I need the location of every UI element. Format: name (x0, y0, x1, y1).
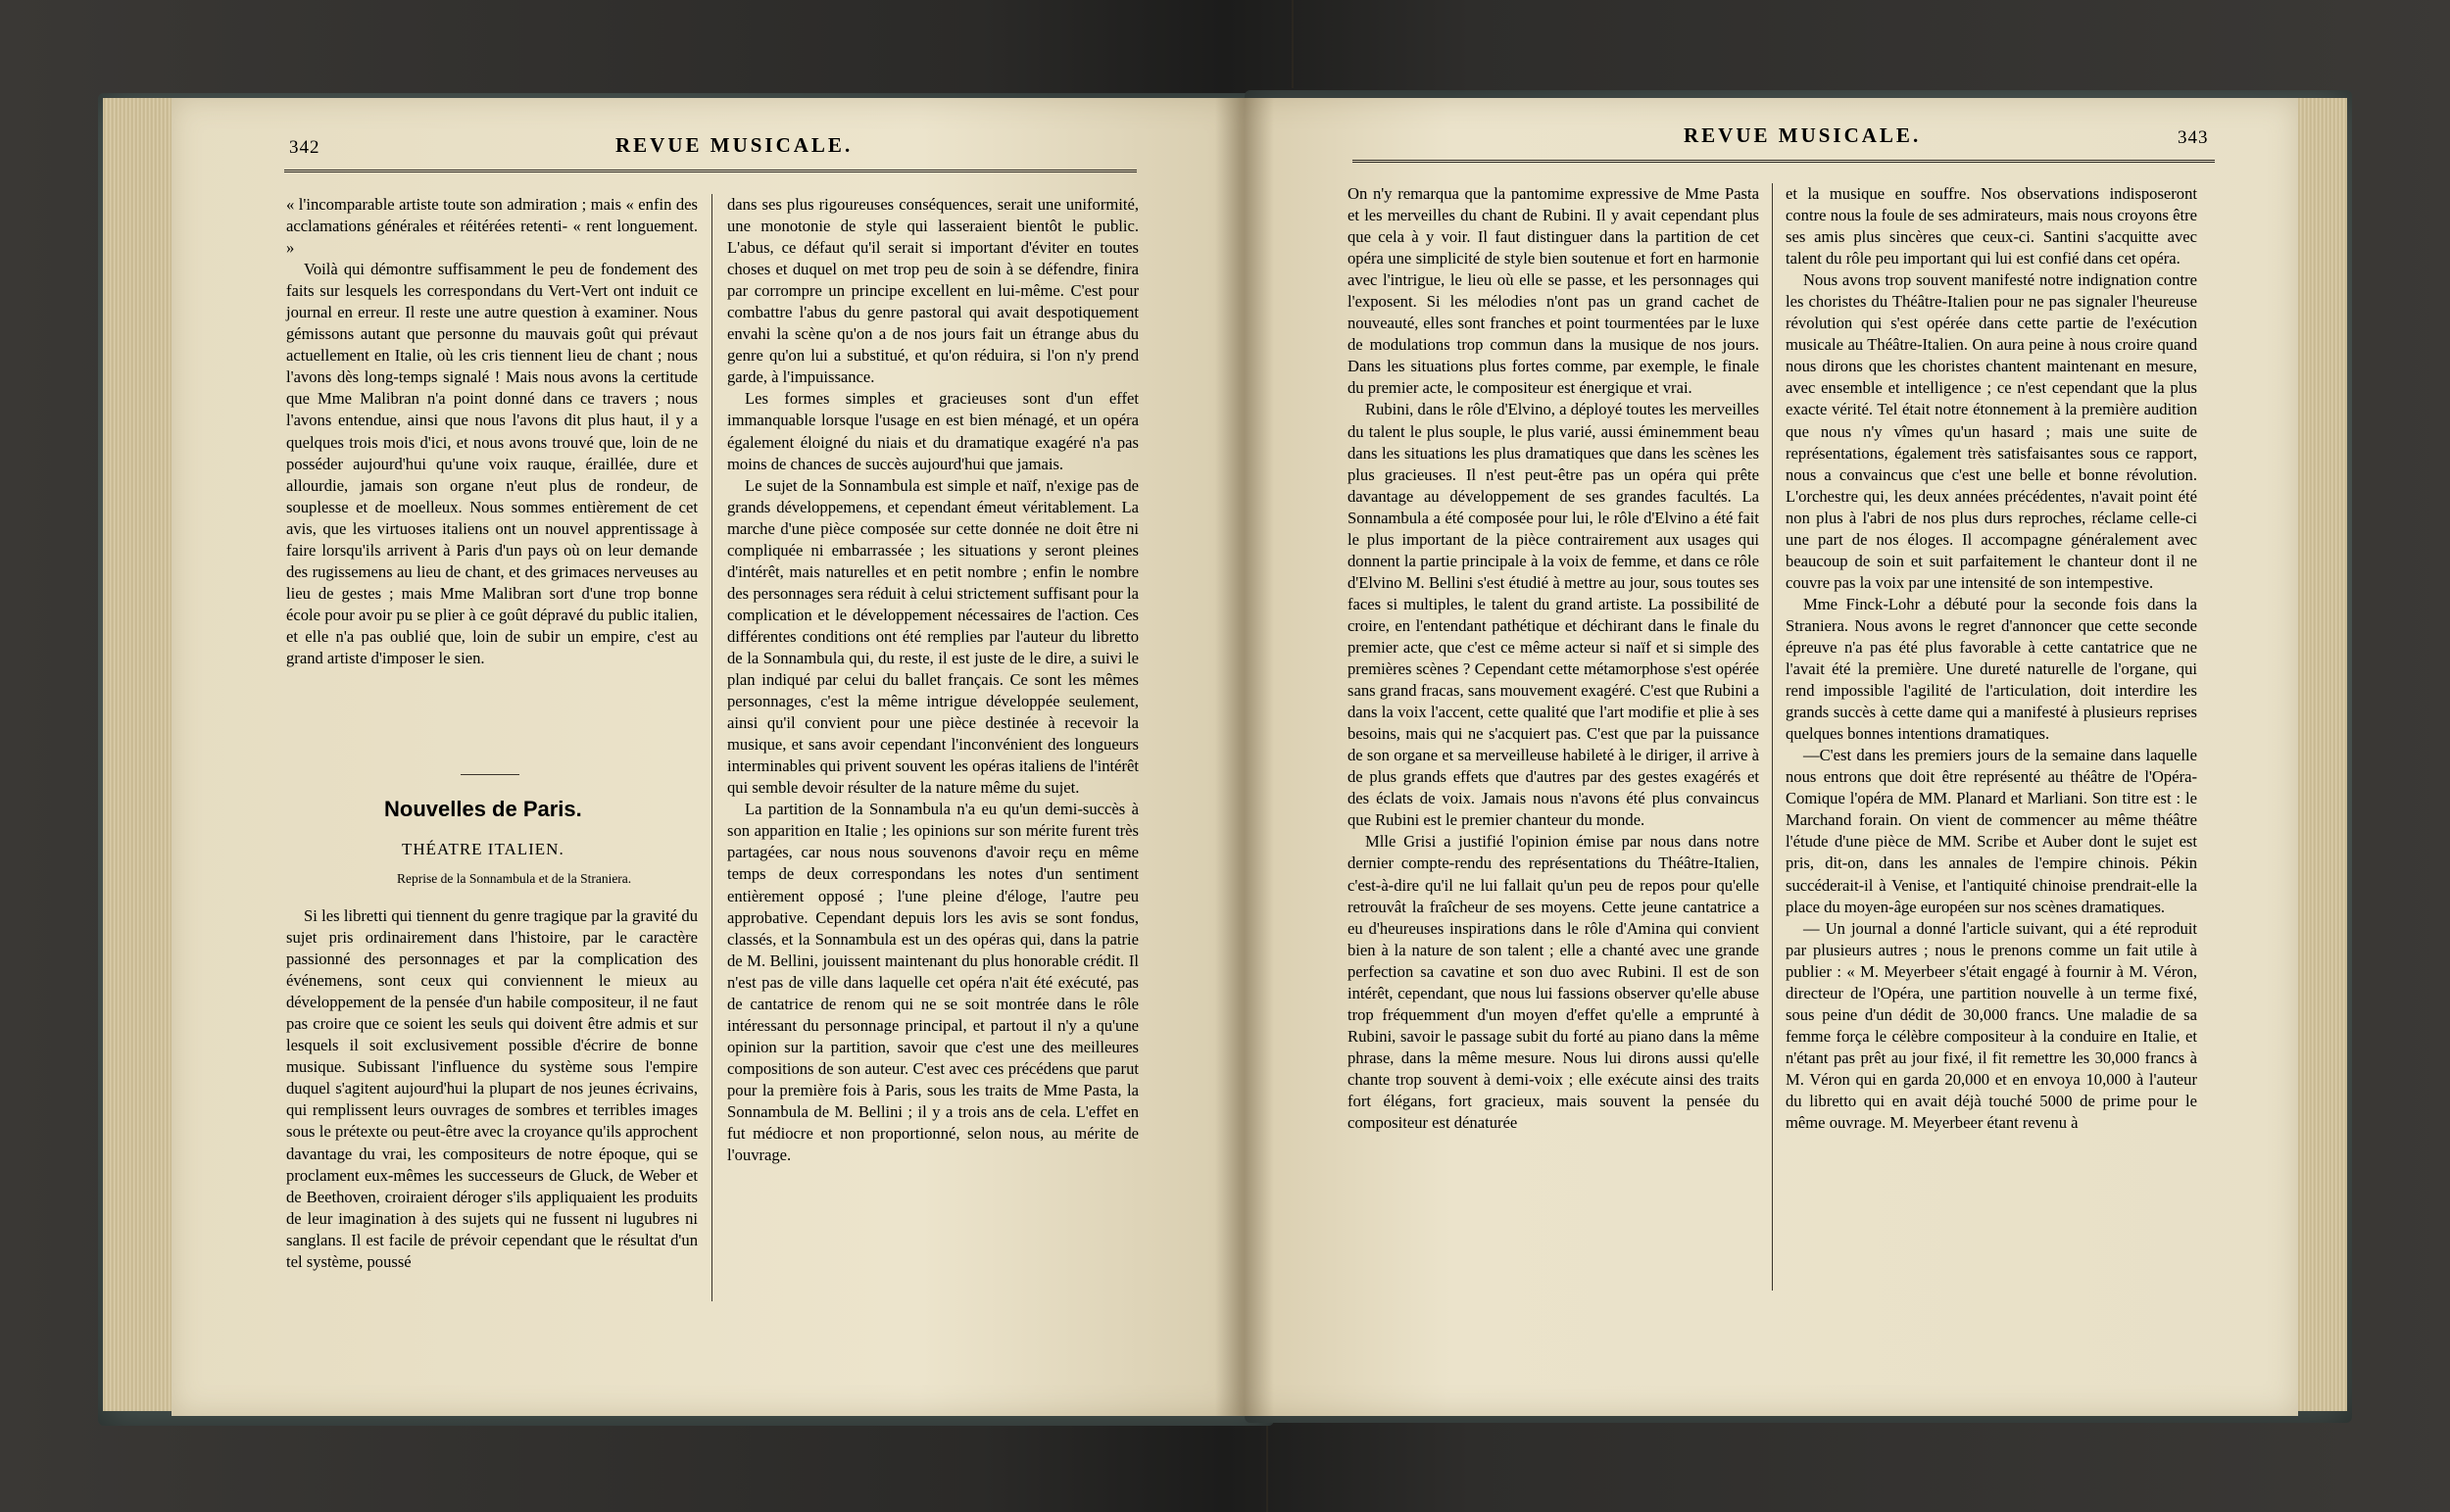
binding-tick-top (1292, 0, 1294, 88)
paragraph: La partition de la Sonnambula n'a eu qu'un demi-succès à son apparition en Italie ; les opinions sur son mérite furent très partagées, car nous nous souvenons d'avoir reçu en même temps de deux correspondans les notes d'un sentiment entièrement opposé ; l'une pleine d'éloge, l'autre peu approbative. Cependant depuis lors les avis se sont fondus, classés, et la Sonnambula est un des opéras qui, dans la patrie de M. Bellini, jouissent maintenant du plus honorable crédit. Il n'est pas de ville dans laquelle cet opéra n'ait été exécuté, pas de cantatrice de renom qui ne se soit montrée dans le rôle intéressant du personnage principal, et partout il n'y a qu'une opinion sur la partition, savoir que c'est une des meilleures compositions de son auteur. C'est avec ces précédens que parut pour la première fois à Paris, sous les traits de Mme Pasta, la Sonnambula de M. Bellini ; il y a trois ans de cela. L'effet en fut médiocre et non proportionné, selon nous, au mérite de l'ouvrage. (727, 800, 1139, 1165)
book-gutter-shadow (1215, 98, 1274, 1416)
paragraph: Mlle Grisi a justifié l'opinion émise par nous dans notre dernier compte-rendu des représentations du Théâtre-Italien, c'est-à-dire qu'il ne lui fallait qu'un peu de repos pour qu'elle retrouvât la fraîcheur de ses moyens. Cette jeune cantatrice a eu d'heureuses inspirations dans le rôle d'Amina qui convient bien à la nature de son talent ; elle a chanté avec une grande perfection sa cavatine et son duo avec Rubini. Il est de son intérêt, cependant, que nous lui fassions observer qu'elle abuse trop fréquemment d'un moyen d'effet qu'elle a emprunté à Rubini, savoir le passage subit du forté au piano dans la même phrase, dans la même mesure. Nous lui dirons aussi qu'elle chante trop souvent à demi-voix ; elle exécute ainsi des traits fort élégans, fort gracieux, mais souvent la pensée du compositeur est dénaturée (1348, 832, 1759, 1133)
paragraph: On n'y remarqua que la pantomime expressive de Mme Pasta et les merveilles du chant de Rubini. Il y avait cependant plus que cela à y voir. Il faut distinguer dans la partition de cet opéra une simplicité de style bien soutenue et fort en harmonie avec l'intrigue, le lieu où elle se passe, et les personnages qui l'exposent. Si les mélodies n'ont pas un grand cachet de nouveauté, elles sont franches et point tourmentées par le luxe de modulations trop commun dans la musique de nos jours. Dans les situations plus fortes comme, par exemple, le finale du premier acte, le compositeur est énergique et vrai. (1348, 184, 1759, 398)
theatre-heading: THÉATRE ITALIEN. (402, 840, 564, 858)
paragraph: — Un journal a donné l'article suivant, qui a été reproduit par plusieurs autres ; nous le prenons comme un fait utile à publier : « M. Meyerbeer s'était engagé à fournir à M. Véron, directeur de l'Opéra, une partition nouvelle à un terme fixé, sous peine d'un dédit de 30,000 francs. Une maladie de sa femme força le célèbre compositeur à la conduire en Italie, et n'étant pas prêt au jour fixé, il fit remettre les 30,000 francs à M. Véron qui en garda 20,000 et en envoya 10,000 à l'auteur du libretto qui en avait déjà touché 5000 de prime pour le même ouvrage. M. Meyerbeer étant revenu à (1786, 918, 2197, 1133)
left-running-head: REVUE MUSICALE. (615, 133, 854, 157)
paragraph: Rubini, dans le rôle d'Elvino, a déployé toutes les merveilles du talent le plus souple, le plus varié, aussi éminemment beau dans les situations les plus dramatiques que dans les scènes les plus gracieuses. Il n'est peut-être pas un opéra qui prête davantage au développement de ses grandes facultés. La Sonnambula a été composée pour lui, le rôle d'Elvino a été fait le plus important de la pièce contrairement aux usages qui donnent la partie principale à la voix de femme, et dans ce rôle d'Elvino M. Bellini s'est étudié à mettre au jour, sous toutes ses faces si multiples, le talent du grand artiste. La possibilité de croire, en l'entendant pathétique et déchirant dans le finale du premier acte, que c'est ce même acteur si naïf et si simple des premières scènes ? Cependant cette métamorphose s'est opérée sans grand fracas, sans mouvement exagéré. C'est que Rubini a dans la voix l'accent, cette qualité que l'art modifie et plie à ses besoins, mais qui ne s'acquiert pas. C'est que par la puissance de son organe et sa merveilleuse habileté à le diriger, il arrive à de plus grands effets que d'autres par des gestes exagérés et des éclats de voix. Jamais nous n'avons été plus convaincus que Rubini est le premier chanteur du monde. (1348, 400, 1759, 830)
reprise-line: Reprise de la Sonnambula et de la Straniera. (397, 871, 632, 886)
right-page-edges (2293, 98, 2347, 1411)
left-col1-bottom (286, 905, 698, 1273)
paragraph: dans ses plus rigoureuses conséquences, serait une uniformité, une monotonie de style qui lasseraient bientôt le public. L'abus, ce défaut qu'il serait si important d'éviter en toutes choses et duquel on met trop peu de soin à se défendre, finira par corrompre un principe excellent en lui-même. C'est pour combattre l'abus du genre pastoral qui avait despotiquement envahi la scène qu'on a de nos jours fait un étrange abus du genre qu'on lui a substitué, et qu'on réduira, si l'on n'y prend garde, à l'impuissance. (727, 195, 1139, 387)
right-column-rule (1772, 183, 1773, 1291)
paragraph: Les formes simples et gracieuses sont d'un effet immanquable lorsque l'usage en est bien ménagé, et un opéra également éloigné du niais et du dramatique exagéré n'a pas moins de chances de succès aujourd'hui que jamais. (727, 389, 1139, 473)
left-col1-top (286, 194, 698, 669)
left-column-rule (711, 194, 712, 1301)
paragraph: « l'incomparable artiste toute son admiration ; mais « enfin des acclamations générales et réitérées retenti- « rent longuement. » (286, 195, 698, 258)
binding-tick-bottom (1266, 1426, 1268, 1512)
section-title: Nouvelles de Paris. (384, 797, 582, 821)
paragraph: Nous avons trop souvent manifesté notre indignation contre les choristes du Théâtre-Italien pour ne pas signaler l'heureuse révolution qui s'est opérée dans cette partie de l'exécution musicale au Théâtre-Italien. On aura peine à nous croire quand nous dirons que les choristes chantent maintenant en mesure, avec ensemble et intelligence ; ce n'est cependant que la plus exacte vérité. Tel était notre étonnement à la première audition que nous n'y vîmes qu'un hasard ; mais une suite de représentations, également très satisfaisantes sous ce rapport, nous a convaincus que c'est une belle et bonne révolution. L'orchestre qui, les deux années précédentes, n'avait point été non plus à l'abri de nos plus durs reproches, réclame celle-ci une part de nos éloges. Il accompagne généralement avec beaucoup de soin et suit parfaitement le chanteur dont il ne couvre pas la voix par une intensité de son intempestive. (1786, 270, 2197, 592)
paragraph: et la musique en souffre. Nos observations indisposeront contre nous la foule de ses admirateurs, mais nous croyons être ses amis plus sincères que ceux-ci. Santini s'acquitte avec talent du rôle peu important qui lui est confié dans cet opéra. (1786, 184, 2197, 268)
left-page-number: 342 (289, 137, 320, 158)
paragraph: Voilà qui démontre suffisamment le peu de fondement des faits sur lesquels les correspondans du Vert-Vert ont induit ce journal en erreur. Il reste une autre question à examiner. Nous gémissons autant que personne du mauvais goût qui prévaut actuellement en Italie, où les cris tiennent lieu de chant ; nous l'avons dès long-temps signalé ! Mais nous avons la certitude que Mme Malibran n'a point donné dans ce travers ; nous l'avons entendue, ainsi que nous l'avons dit plus haut, il y a quelques trois mois d'ici, et nous avons trouvé que, loin de ne posséder aujourd'hui qu'une voix rauque, éraillée, dure et allourdie, jamais son organe n'eut plus de rondeur, de souplesse et de moelleux. Nous sommes entièrement de cet avis, que les virtuoses italiens ont un nouvel apprentissage à faire lorsqu'ils arrivent à Paris d'un pays où on leur demande des rugissemens au lieu de chant, et des grimaces nerveuses au lieu de gestes ; mais Mme Malibran sort d'une trop bonne école pour avoir pu se plier à ce goût dépravé du public italien, et elle n'a pas oublié que, loin de subir un empire, c'est au grand artiste d'imposer le sien. (286, 260, 698, 667)
paragraph: —C'est dans les premiers jours de la semaine dans laquelle nous entrons que doit être représenté au théâtre de l'Opéra-Comique l'opéra de MM. Planard et Marliani. Son titre est : le Marchand forain. On vient de commencer au même théâtre l'étude d'une pièce de MM. Scribe et Auber dont le sujet est pris, dit-on, dans les annales de l'empire chinois. Pékin succéderait-il à Venise, et l'antiquité chinoise prendrait-elle la place du moyen-âge européen sur nos scènes dramatiques. (1786, 746, 2197, 916)
left-header-rule (284, 170, 1137, 172)
section-divider (461, 774, 519, 775)
right-running-head: REVUE MUSICALE. (1684, 123, 1922, 147)
paragraph: Si les libretti qui tiennent du genre tragique par la gravité du sujet pris ordinairement dans l'histoire, par le caractère passionné des personnages et par la complication des événemens, sont ceux qui conviennent le mieux au développement de la pensée d'un habile compositeur, il ne faut pas croire que ce soient les seuls qui doivent être admis et sur lesquels il soit exclusivement possible d'écrire de bonne musique. Subissant l'influence du système sous l'empire duquel s'agitent aujourd'hui la plupart de nos jeunes écrivains, qui remplissent leurs ouvrages de sombres et terribles images sous le prétexte ou peut-être avec la croyance qu'ils approchent davantage du vrai, les compositeurs de notre époque, qui se proclament eux-mêmes les successeurs de Gluck, de Weber et de Beethoven, croiraient déroger s'ils appliquaient les produits de leur imagination à des sujets qui ne fussent ni lugubres ni sanglans. Il est facile de prévoir cependant que le résultat d'un tel système, poussé (286, 906, 698, 1271)
right-col1 (1348, 183, 1759, 1134)
right-col2 (1786, 183, 2197, 1134)
right-header-rule (1352, 160, 2215, 163)
right-page-number: 343 (2178, 127, 2209, 148)
paragraph: Mme Finck-Lohr a débuté pour la seconde fois dans la Straniera. Nous avons le regret d'annoncer que cette seconde épreuve n'a pas été plus favorable à cette cantatrice que ne l'avait été la première. Une dureté naturelle de l'organe, qui rend impossible l'agilité de l'articulation, doit interdire les grands succès à cette dame qui a manifesté à plusieurs reprises quelques bonnes intentions dramatiques. (1786, 594, 2197, 744)
left-page-edges (103, 98, 172, 1411)
paragraph: Le sujet de la Sonnambula est simple et naïf, n'exige pas de grands développemens, et cependant émeut véritablement. La marche d'une pièce composée sur cette donnée ne doit être ni compliquée ni embarrassée ; les situations y seront pleines d'intérêt, mais naturelles et en petit nombre ; enfin le nombre des personnages sera réduit à celui strictement suffisant pour la complication et le développement nécessaires de l'action. Ces différentes conditions ont été remplies par l'auteur du libretto de la Sonnambula qui, du reste, il est juste de le dire, a suivi le plan indiqué par celui du ballet français. Ce sont les mêmes personnages, c'est la même intrigue développée seulement, ainsi qu'il convient pour une pièce destinée à recevoir la musique, et sans avoir cependant l'inconvénient des longueurs interminables qui privent souvent les opéras italiens de l'intérêt qui semble devoir résulter de la nature même du sujet. (727, 475, 1139, 798)
left-col2 (727, 194, 1139, 1166)
